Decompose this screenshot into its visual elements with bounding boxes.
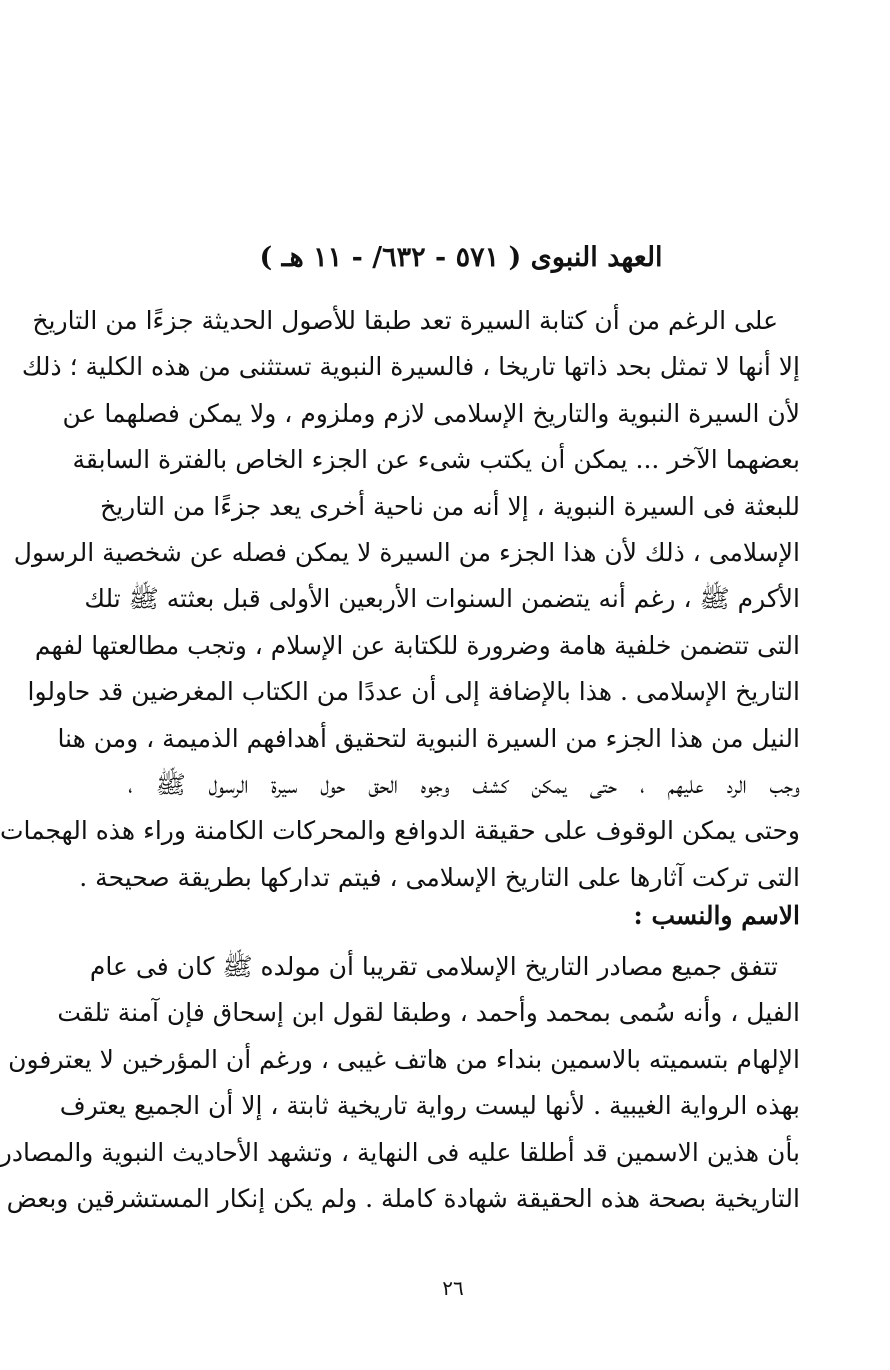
text-line: لأن السيرة النبوية والتاريخ الإسلامى لازم وملزوم ، ولا يمكن فصلهما عن xyxy=(62,398,800,428)
text-line: الفيل ، وأنه سُمى بمحمد وأحمد ، وطبقا لقول ابن إسحاق فإن آمنة تلقت xyxy=(57,998,800,1028)
paragraph-2 xyxy=(0,944,800,1222)
text-line: النيل من هذا الجزء من السيرة النبوية لتحقيق أهدافهم الذميمة ، ومن هنا xyxy=(57,723,800,753)
text-line: الإلهام بتسميته بالاسمين بنداء من هاتف غيبى ، ورغم أن المؤرخين لا يعترفون xyxy=(8,1044,800,1074)
section-heading: الاسم والنسب : xyxy=(633,901,800,930)
text-line: التاريخ الإسلامى . هذا بالإضافة إلى أن عددًا من الكتاب المغرضين قد حاولوا xyxy=(27,677,800,707)
text-line: وحتى يمكن الوقوف على حقيقة الدوافع والمحركات الكامنة وراء هذه الهجمات xyxy=(0,816,800,846)
text-line: وجب الرد عليهم ، حتى يمكن كشف وجوه الحق حول سيرة الرسول ﷺ ، xyxy=(128,769,800,799)
text-line: الأكرم ﷺ ، رغم أنه يتضمن السنوات الأربعين الأولى قبل بعثته ﷺ تلك xyxy=(84,584,800,614)
text-line: إلا أنها لا تمثل بحد ذاتها تاريخا ، فالسيرة النبوية تستثنى من هذه الكلية ؛ ذلك xyxy=(21,352,800,382)
page-number: ٢٦ xyxy=(442,1276,464,1300)
text-line: بأن هذين الاسمين قد أطلقا عليه فى النهاية ، وتشهد الأحاديث النبوية والمصادر xyxy=(0,1137,800,1167)
text-line: تتفق جميع مصادر التاريخ الإسلامى تقريبا أن مولده ﷺ كان فى عام xyxy=(89,952,778,981)
chapter-title: العهد النبوى ( ٥٧١ - ٦٣٢/ - ١١ هـ ) xyxy=(259,242,663,273)
paragraph-1 xyxy=(0,298,800,901)
text-line: التاريخية بصحة هذه الحقيقة شهادة كاملة . ولم يكن إنكار المستشرقين وبعض xyxy=(6,1183,800,1213)
text-line: التى تركت آثارها على التاريخ الإسلامى ، فيتم تداركها بطريقة صحيحة . xyxy=(79,862,800,892)
text-line: على الرغم من أن كتابة السيرة تعد طبقا للأصول الحديثة جزءًا من التاريخ xyxy=(32,306,778,335)
text-line: التى تتضمن خلفية هامة وضرورة للكتابة عن الإسلام ، وتجب مطالعتها لفهم xyxy=(34,630,800,660)
text-line: بهذه الرواية الغيبية . لأنها ليست رواية تاريخية ثابتة ، إلا أن الجميع يعترف xyxy=(59,1091,800,1121)
text-line: الإسلامى ، ذلك لأن هذا الجزء من السيرة لا يمكن فصله عن شخصية الرسول xyxy=(13,537,800,567)
text-line: للبعثة فى السيرة النبوية ، إلا أنه من ناحية أخرى يعد جزءًا من التاريخ xyxy=(100,491,800,521)
text-line: بعضهما الآخر ... يمكن أن يكتب شىء عن الجزء الخاص بالفترة السابقة xyxy=(72,445,800,475)
